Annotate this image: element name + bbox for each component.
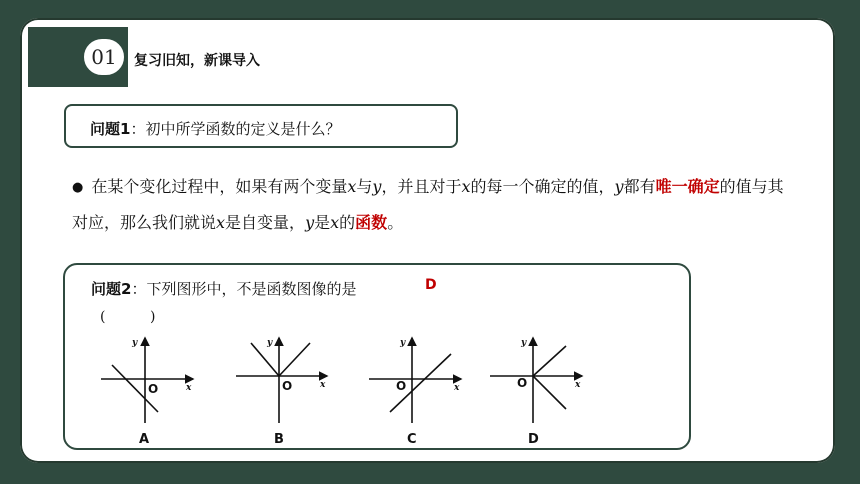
highlight-function: 函数	[355, 213, 388, 232]
graph-d	[490, 338, 582, 423]
var-x: x	[216, 213, 226, 232]
section-number-badge: 01	[82, 37, 126, 77]
axis-label-x: x	[186, 383, 192, 393]
def-text: ，并且对于	[381, 177, 462, 196]
section-title: 复习旧知，新课导入	[134, 53, 260, 69]
axis-label-y: y	[267, 338, 273, 348]
var-y: y	[614, 177, 624, 196]
axis-label-y: y	[132, 338, 138, 348]
answer-label: D	[425, 277, 437, 293]
def-text: 在某个变化过程中，如果有两个变量	[91, 177, 348, 196]
def-text: 的	[339, 213, 356, 232]
def-text: 。	[387, 213, 404, 232]
axis-label-x: x	[320, 380, 326, 390]
question2-body: ：下列图形中，不是函数图像的是	[131, 280, 357, 298]
graph-c	[369, 338, 461, 423]
graph-label-b: B	[274, 432, 284, 447]
origin-label: O	[282, 379, 293, 393]
def-text: 的值与其对应，那么我们就说	[72, 177, 784, 232]
def-text: 是	[314, 213, 331, 232]
axis-label-x: x	[575, 380, 581, 390]
var-y: y	[305, 213, 315, 232]
graph-a	[101, 338, 193, 423]
graph-line	[279, 343, 310, 376]
def-text: 是自变量，	[225, 213, 306, 232]
var-x: x	[347, 177, 357, 196]
axis-label-y: y	[400, 338, 406, 348]
question2-label: 问题2	[91, 280, 132, 298]
origin-label: O	[148, 382, 159, 396]
def-text: 都有	[623, 177, 656, 196]
graph-label-c: C	[407, 432, 417, 447]
var-x: x	[461, 177, 471, 196]
answer-blank: ( )	[100, 309, 156, 325]
bullet-icon: ●	[72, 180, 84, 195]
origin-label: O	[396, 379, 407, 393]
graph-line	[251, 343, 279, 376]
question1-body: ：初中所学函数的定义是什么？	[130, 120, 341, 138]
var-x: x	[330, 213, 340, 232]
var-y: y	[372, 177, 382, 196]
graph-line	[533, 346, 566, 376]
graph-label-d: D	[528, 432, 539, 447]
axis-label-y: y	[521, 338, 527, 348]
def-text: 与	[356, 177, 373, 196]
def-text: 的每一个确定的值，	[470, 177, 615, 196]
question1-label: 问题1	[90, 120, 131, 138]
highlight-unique: 唯一确定	[655, 177, 720, 196]
graph-line	[533, 376, 566, 409]
graph-label-a: A	[139, 432, 150, 447]
origin-label: O	[517, 376, 528, 390]
axis-label-x: x	[454, 383, 460, 393]
